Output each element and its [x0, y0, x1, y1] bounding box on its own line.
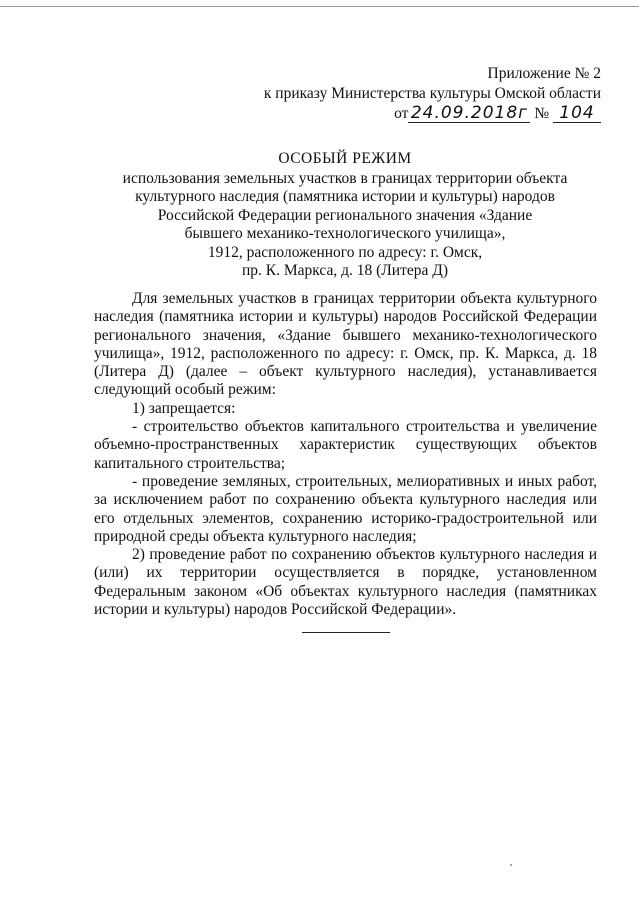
- title-line: Российской Федерации регионального значения «Здание: [157, 206, 533, 224]
- item-2-paragraph: 2) проведение работ по сохранению объектов культурного наследия и (или) их территории осуществляется в порядке, установленном Федеральным законом «Об объектах культурного наследия (памятниках истории и культуры) народов Российской Федерации».: [94, 546, 597, 619]
- document-heading: ОСОБЫЙ РЕЖИМ: [278, 150, 412, 167]
- date-from-label: от: [394, 105, 409, 122]
- page-top-edge-line: [0, 6, 639, 7]
- number-label: №: [534, 105, 550, 122]
- item-1-heading: 1) запрещается:: [132, 399, 236, 417]
- title-line: пр. К. Маркса, д. 18 (Литера Д): [241, 262, 448, 279]
- handwritten-number: 104: [553, 104, 601, 123]
- title-line: бывшего механико-технологического училища»,: [184, 225, 506, 242]
- document-title-block: [95, 150, 595, 281]
- title-line: использования земельных участков в границах территории объекта: [122, 169, 568, 187]
- item-1-clause-a: - строительство объектов капитального строительства и увеличение объемно-пространственных характеристик существующих объектов капитального строительства;: [94, 418, 597, 472]
- annex-date-number-row: [264, 104, 601, 124]
- item-1-clause-b: - проведение земляных, строительных, мелиоративных и иных работ, за исключением работ по сохранению объекта культурного наследия или его отдельных элементов, сохранению историко-градостроительной или природной среды объекта культурного наследия;: [94, 472, 597, 545]
- intro-paragraph: Для земельных участков в границах территории объекта культурного наследия (памятника истории и культуры) народов Российской Федерации регионального значения, «Здание бывшего механико-технологического училища», 1912, расположенного по адресу: г. Омск, пр. К. Маркса, д. 18 (Литера Д) (далее – объект культурного наследия), устанавливается следующий особый режим:: [94, 290, 597, 399]
- scan-speck: [510, 864, 512, 866]
- title-line: культурного наследия (памятника истории и культуры) народов: [135, 188, 555, 205]
- document-body: [94, 290, 597, 619]
- title-line: 1912, расположенного по адресу: г. Омск,: [207, 243, 483, 261]
- annex-header: [264, 64, 601, 124]
- handwritten-date: 24.09.2018г: [408, 104, 530, 123]
- end-of-document-line: [302, 632, 390, 633]
- annex-order-reference: к приказу Министерства культуры Омской области: [263, 85, 601, 102]
- annex-title: Приложение № 2: [487, 65, 601, 82]
